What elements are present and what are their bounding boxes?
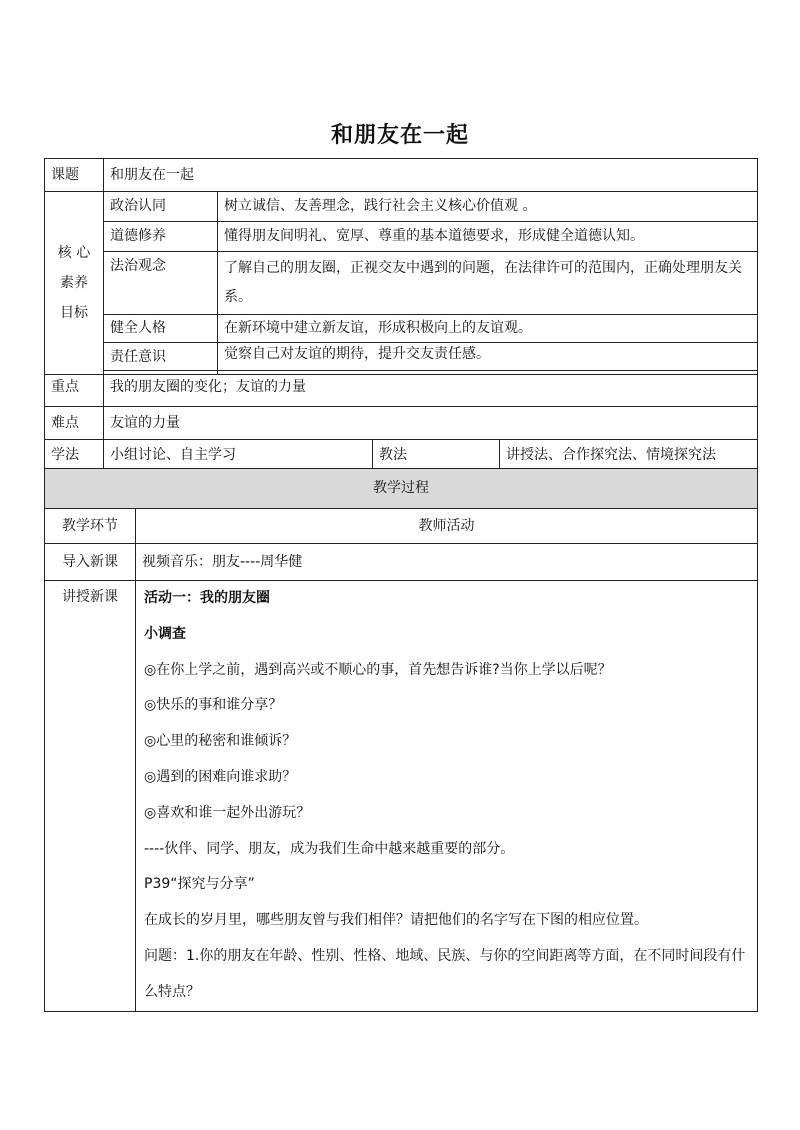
teaching-process-table <box>44 468 758 1012</box>
survey-question: ◎遇到的困难向谁求助？ <box>144 768 297 785</box>
core-item-name: 道德修养 <box>104 222 218 252</box>
stage-column-header: 教学环节 <box>45 509 136 544</box>
survey-question: ◎心里的秘密和谁倾诉？ <box>144 733 297 750</box>
intro-stage: 导入新课 <box>45 544 136 581</box>
study-method-label: 学法 <box>45 440 104 472</box>
page-title: 和朋友在一起 <box>330 123 469 148</box>
survey-heading: 小调查 <box>144 625 186 642</box>
core-item-text: 了解自己的朋友圈，正视交友中遇到的问题，在法律许可的范围内，正确处理朋友关系。 <box>218 252 758 315</box>
core-item-text: 树立诚信、友善理念，践行社会主义核心价值观 。 <box>218 192 758 222</box>
core-item-name: 政治认同 <box>104 192 218 222</box>
core-item-text: 懂得朋友间明礼、宽厚、尊重的基本道德要求，形成健全道德认知。 <box>218 222 758 252</box>
survey-question: ◎在你上学之前，遇到高兴或不顺心的事，首先想告诉谁?当你上学以后呢？ <box>144 661 612 678</box>
teaching-method-label: 教法 <box>373 440 500 472</box>
difficulty-label: 难点 <box>45 407 104 440</box>
explore-share-heading: P39“探究与分享” <box>144 876 255 893</box>
core-label-line: 目标 <box>60 305 88 321</box>
process-header: 教学过程 <box>45 469 758 509</box>
activity-heading: 活动一：我的朋友圈 <box>144 590 270 606</box>
key-point-label: 重点 <box>45 375 104 407</box>
teaching-method-value: 讲授法、合作探究法、情境探究法 <box>500 440 758 472</box>
core-label-line: 核 心 <box>57 245 91 261</box>
topic-label: 课题 <box>45 159 104 192</box>
core-label-line: 素养 <box>60 275 88 291</box>
intro-activity: 视频音乐：朋友----周华健 <box>136 544 758 581</box>
lecture-activity <box>136 581 758 1012</box>
survey-conclusion: ----伙伴、同学、朋友，成为我们生命中越来越重要的部分。 <box>144 840 515 857</box>
core-item-name: 健全人格 <box>104 315 218 343</box>
core-literacy-label <box>45 192 104 375</box>
explore-question: 问题：1.你的朋友在年龄、性别、性格、地域、民族、与你的空间距离等方面，在不同时间段有什么特点？ <box>144 947 746 1000</box>
core-item-text: 在新环境中建立新友谊，形成积极向上的友谊观。 <box>218 315 758 343</box>
survey-question: ◎快乐的事和谁分享？ <box>144 697 283 714</box>
survey-question: ◎喜欢和谁一起外出游玩？ <box>144 804 311 821</box>
study-method-value: 小组讨论、自主学习 <box>104 440 373 472</box>
course-info-table <box>44 158 758 472</box>
explore-instruction: 在成长的岁月里，哪些朋友曾与我们相伴？请把他们的名字写在下图的相应位置。 <box>144 912 648 929</box>
core-item-text: 觉察自己对友谊的期待，提升交友责任感。 <box>218 343 758 371</box>
key-point-value: 我的朋友圈的变化；友谊的力量 <box>104 375 758 407</box>
core-item-name: 责任意识 <box>104 343 218 371</box>
lecture-stage: 讲授新课 <box>45 581 136 1012</box>
difficulty-value: 友谊的力量 <box>104 407 758 440</box>
core-item-name: 法治观念 <box>104 252 218 315</box>
topic-value: 和朋友在一起 <box>104 159 758 192</box>
activity-column-header: 教师活动 <box>136 509 758 544</box>
